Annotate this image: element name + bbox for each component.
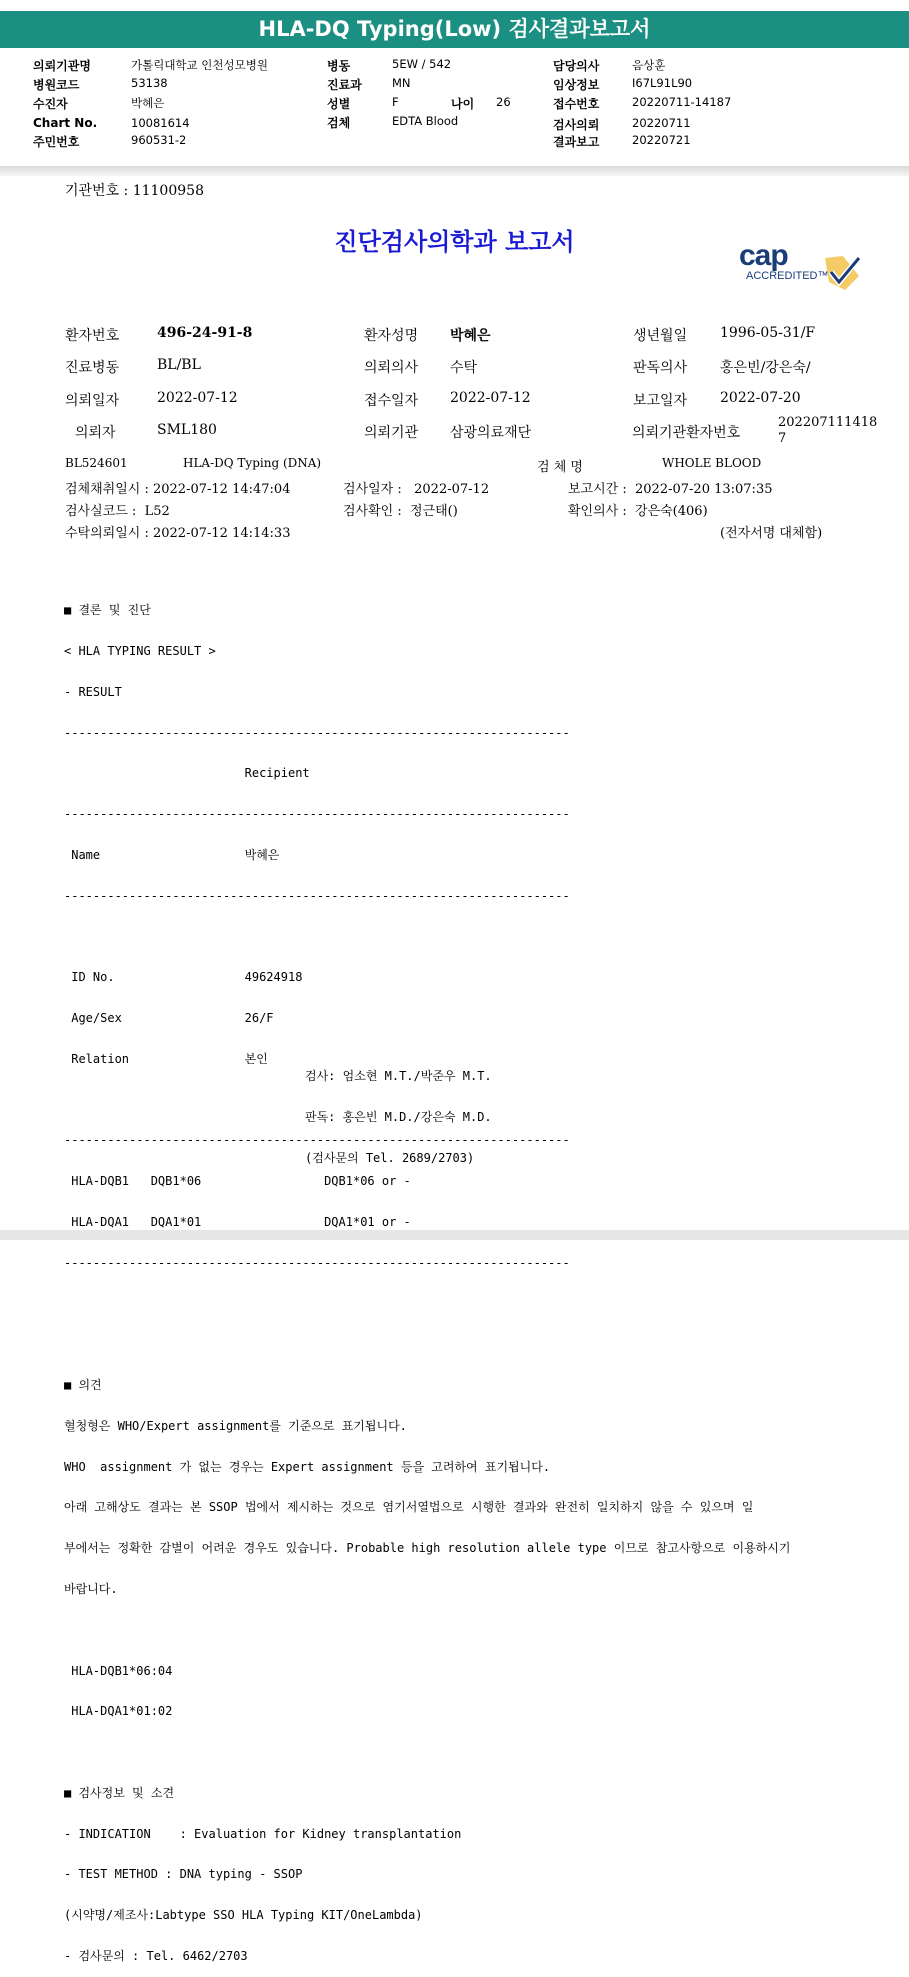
reading-doctor: 홍은빈/강은숙/ [720,360,811,376]
result-line: ---------------------------------------------------------------------- [64,807,570,822]
signature-block [305,1043,492,1179]
result-line: HLA-DQB1*06:04 [64,1663,173,1678]
info-label: 판독의사 [633,360,688,376]
info-label: 의뢰자 [75,425,116,441]
result-line: < HLA TYPING RESULT > [64,643,216,658]
cap-accredited-text: ACCREDITED™ [746,270,829,282]
header-value-age: 26 [496,95,511,109]
result-line: 혈청형은 WHO/Expert assignment를 기준으로 표기됩니다. [64,1418,407,1433]
result-line: ---------------------------------------------------------------------- [64,1133,570,1148]
confirming-doctor: 확인의사 : 강은숙(406) [568,504,708,519]
specimen-value: WHOLE BLOOD [662,456,762,470]
report-title: 진단검사의학과 보고서 [334,227,575,256]
result-line: HLA-DQB1 DQB1*06 DQB1*06 or - [64,1174,411,1189]
info-label: 생년월일 [633,328,688,344]
header-value-patient: 박혜은 [131,96,165,110]
info-label: 진료병동 [65,360,120,376]
result-line: - RESULT [64,684,122,699]
info-label: 의뢰일자 [65,393,120,409]
patient-name: 박혜은 [450,328,491,344]
collection-datetime: 검체채취일시 : 2022-07-12 14:47:04 [65,482,291,497]
header-label-department: 진료과 [327,78,362,92]
test-name: HLA-DQ Typing (DNA) [183,456,322,470]
report-time: 보고시간 : 2022-07-20 13:07:35 [568,482,773,497]
result-line: - INDICATION : Evaluation for Kidney transplantation [64,1826,462,1841]
header-value-resident-no: 960531-2 [131,133,187,147]
header-divider [0,166,909,176]
info-label: 의뢰기관환자번호 [632,425,741,441]
result-line [64,1297,790,1311]
window-title: HLA-DQ Typing(Low) 검사결과보고서 [0,11,909,48]
requesting-institution: 삼광의료재단 [450,425,532,441]
header-value-sex: F [392,95,399,109]
order-header [0,48,909,166]
result-line: WHO assignment 가 없는 경우는 Expert assignment 등을 고려하여 표기됩니다. [64,1459,551,1474]
info-label: 의뢰기관 [364,425,419,441]
header-label-chart-no: Chart No. [33,116,98,130]
signature-line: 검사: 엄소현 M.T./박준우 M.T. [305,1069,492,1084]
header-label-report-date: 결과보고 [553,135,600,149]
header-value-institution: 가톨릭대학교 인천성모병원 [131,58,268,72]
info-label: 환자번호 [65,328,120,344]
header-label-ward: 병동 [327,59,351,73]
result-line: 아래 고해상도 결과는 본 SSOP 법에서 제시하는 것으로 염기서열법으로 시행한 결과와 완전히 일치하지 않을 수 있으며 일 [64,1500,754,1515]
result-line: - 검사문의 : Tel. 6462/2703 [64,1948,248,1963]
info-label: 접수일자 [364,393,419,409]
header-value-request-date: 20220711 [632,116,691,130]
specimen-code: BL524601 [65,456,128,470]
header-label-specimen: 검체 [327,116,351,130]
requester: SML180 [157,422,217,438]
header-label-request-date: 검사의뢰 [553,118,600,132]
signature-line: (검사문의 Tel. 2689/2703) [305,1150,475,1165]
result-line: ---------------------------------------------------------------------- [64,888,570,903]
cap-accredited-logo [737,233,857,285]
institution-patient-number-cont: 7 [778,431,787,446]
header-value-doctor: 음상훈 [632,58,666,72]
result-line: HLA-DQA1 DQA1*01 DQA1*01 or - [64,1214,411,1229]
result-line: ---------------------------------------------------------------------- [64,1255,570,1270]
result-line: ID No. 49624918 [64,970,303,985]
header-label-clinical-info: 임상정보 [553,78,600,92]
result-line [64,1624,790,1638]
result-line [64,930,790,944]
report-date: 2022-07-20 [720,390,801,406]
result-line [64,1338,790,1352]
result-line: Age/Sex 26/F [64,1011,274,1025]
header-label-sex: 성별 [327,97,351,111]
result-line: ■ 검사정보 및 소견 [64,1785,175,1800]
requesting-doctor: 수탁 [450,360,478,376]
result-line [64,1746,790,1760]
header-value-specimen: EDTA Blood [392,114,459,128]
result-line: ■ 결론 및 진단 [64,603,151,618]
test-date: 검사일자 : 2022-07-12 [343,482,490,497]
result-line: - TEST METHOD : DNA typing - SSOP [64,1867,303,1882]
signature-line: 판독: 홍은빈 M.D./강은숙 M.D. [305,1109,492,1124]
result-line: (시약명/제조사:Labtype SSO HLA Typing KIT/OneLambda) [64,1908,423,1923]
result-line: ■ 의견 [64,1378,102,1393]
patient-number: 496-24-91-8 [157,325,253,341]
birth-date: 1996-05-31/F [720,325,816,341]
header-label-doctor: 담당의사 [553,59,600,73]
ward: BL/BL [157,357,201,373]
header-label-resident-no: 주민번호 [33,135,80,149]
consignment-datetime: 수탁의뢰일시 : 2022-07-12 14:14:33 [65,526,291,541]
header-value-report-date: 20220721 [632,133,691,147]
info-label: 보고일자 [633,393,688,409]
result-body [64,577,790,1977]
bottom-border [0,1230,909,1240]
result-line: HLA-DQA1*01:02 [64,1704,173,1719]
result-line: 부에서는 정확한 감별이 어려운 경우도 있습니다. Probable high resolution allele type 이므로 참고사항으로 이용하시기 [64,1541,791,1556]
receipt-date: 2022-07-12 [450,390,531,406]
result-line: Recipient [64,766,310,781]
header-label-patient: 수진자 [33,97,68,111]
header-value-receipt-no: 20220711-14187 [632,95,732,109]
result-line: Relation 본인 [64,1051,268,1066]
test-confirmation: 검사확인 : 정근태() [343,504,458,519]
cap-word: cap [739,239,788,272]
header-label-hospital-code: 병원코드 [33,78,80,92]
header-value-clinical-info: I67L91L90 [632,76,693,90]
header-value-chart-no: 10081614 [131,116,190,130]
header-label-receipt-no: 접수번호 [553,97,600,111]
lab-code: 검사실코드 : L52 [65,504,170,519]
e-signature-note: (전자서명 대체함) [720,526,823,541]
header-value-hospital-code: 53138 [131,76,168,90]
result-line: Name 박혜은 [64,847,280,862]
result-line: 바랍니다. [64,1581,118,1596]
institution-number: 기관번호 : 11100958 [65,183,204,199]
header-label-age: 나이 [451,97,475,111]
header-value-ward: 5EW / 542 [392,57,452,71]
result-line: ---------------------------------------------------------------------- [64,725,570,740]
header-value-department: MN [392,76,411,90]
institution-patient-number: 202207111418 [778,415,878,430]
header-label-institution: 의뢰기관명 [33,59,91,73]
specimen-label: 검 체 명 [537,460,583,475]
info-label: 환자성명 [364,328,419,344]
info-label: 의뢰의사 [364,360,419,376]
request-date: 2022-07-12 [157,390,238,406]
